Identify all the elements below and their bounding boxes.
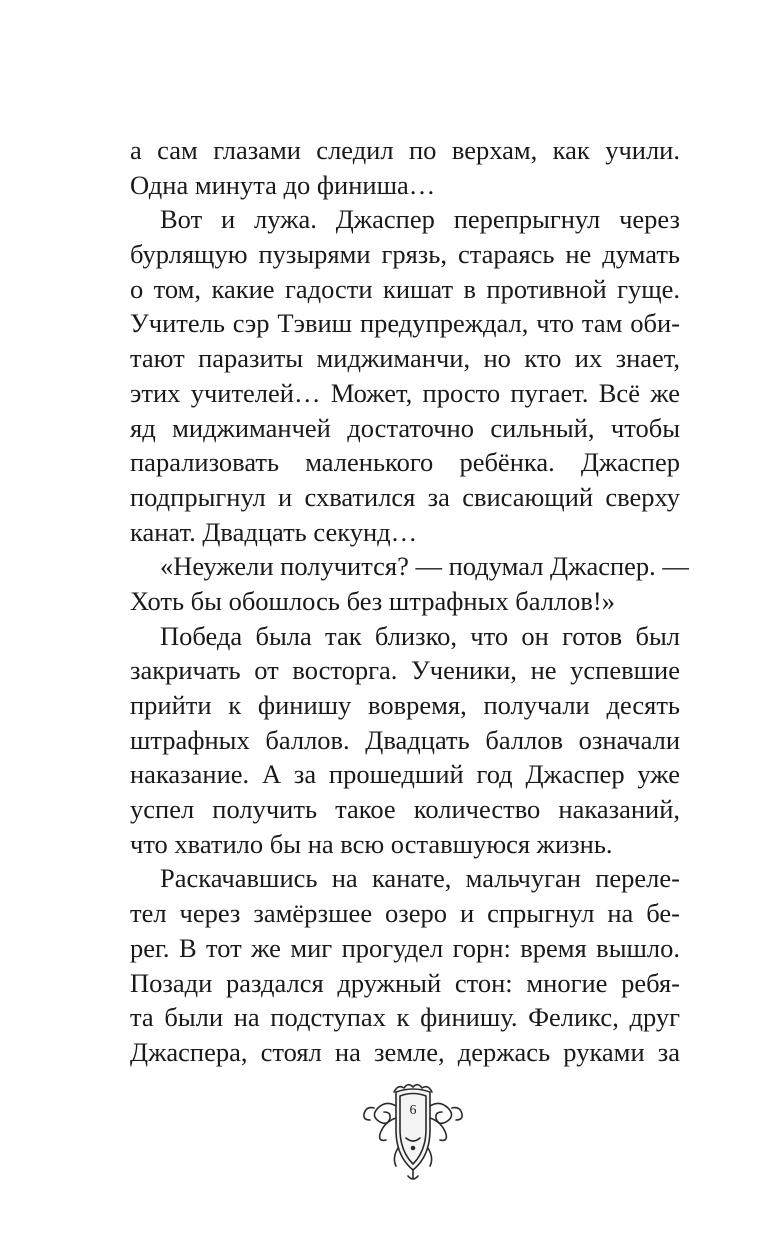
text-line: закричать от восторга. Ученики, не успевшие xyxy=(130,655,680,686)
paragraph xyxy=(130,861,680,1069)
crest-ornament-icon xyxy=(358,1078,468,1188)
text-line: Одна минута до финиша… xyxy=(130,169,436,200)
text-line: яд миджиманчей достаточно сильный, чтобы xyxy=(130,412,680,443)
paragraph xyxy=(130,619,680,862)
text-line: тел через замёрзшее озеро и спрыгнул на бе- xyxy=(130,898,680,929)
text-line: прийти к финишу вовремя, получали десять xyxy=(130,690,680,720)
text-line: Позади раздался дружный стон: многие ребя- xyxy=(130,967,680,998)
paragraph xyxy=(130,549,689,618)
page-number: 6 xyxy=(409,1103,417,1118)
text-line: Хоть бы обошлось без штрафных баллов!» xyxy=(130,585,615,616)
text-line: подпрыгнул и схватился за свисающий сверху xyxy=(130,481,680,512)
page-number-ornament xyxy=(358,1078,468,1188)
text-line: Вот и лужа. Джаспер перепрыгнул через xyxy=(160,204,680,235)
paragraph xyxy=(130,202,680,549)
text-line: «Неужели получится? — подумал Джаспер. — xyxy=(160,551,689,582)
body-text xyxy=(130,133,689,1070)
text-line: бурлящую пузырями грязь, стараясь не думать xyxy=(130,239,680,270)
text-line: та были на подступах к финишу. Феликс, друг xyxy=(130,1002,680,1033)
text-line: Джаспера, стоял на земле, держась руками за xyxy=(130,1036,680,1067)
text-line: тают паразиты миджиманчи, но кто их знает, xyxy=(130,343,680,374)
text-line: Победа была так близко, что он готов был xyxy=(160,620,680,651)
text-line: Учитель сэр Тэвиш предупреждал, что там оби- xyxy=(130,308,680,339)
text-line: канат. Двадцать секунд… xyxy=(130,516,418,547)
text-line: о том, какие гадости кишат в противной гуще. xyxy=(130,273,680,304)
text-line: рег. В тот же миг прогудел горн: время вышло. xyxy=(130,932,680,963)
text-line: штрафных баллов. Двадцать баллов означали xyxy=(130,724,680,755)
text-line: что хватило бы на всю оставшуюся жизнь. xyxy=(130,828,613,859)
text-line: парализовать маленького ребёнка. Джаспер xyxy=(130,447,680,478)
paragraph xyxy=(130,133,680,202)
text-line: этих учителей… Может, просто пугает. Всё же xyxy=(130,377,680,408)
text-line: наказание. А за прошедший год Джаспер уже xyxy=(130,759,680,790)
text-line: а сам глазами следил по верхам, как учили. xyxy=(130,135,680,165)
text-line: Раскачавшись на канате, мальчуган переле- xyxy=(160,863,680,894)
text-line: успел получить такое количество наказаний, xyxy=(130,794,680,825)
